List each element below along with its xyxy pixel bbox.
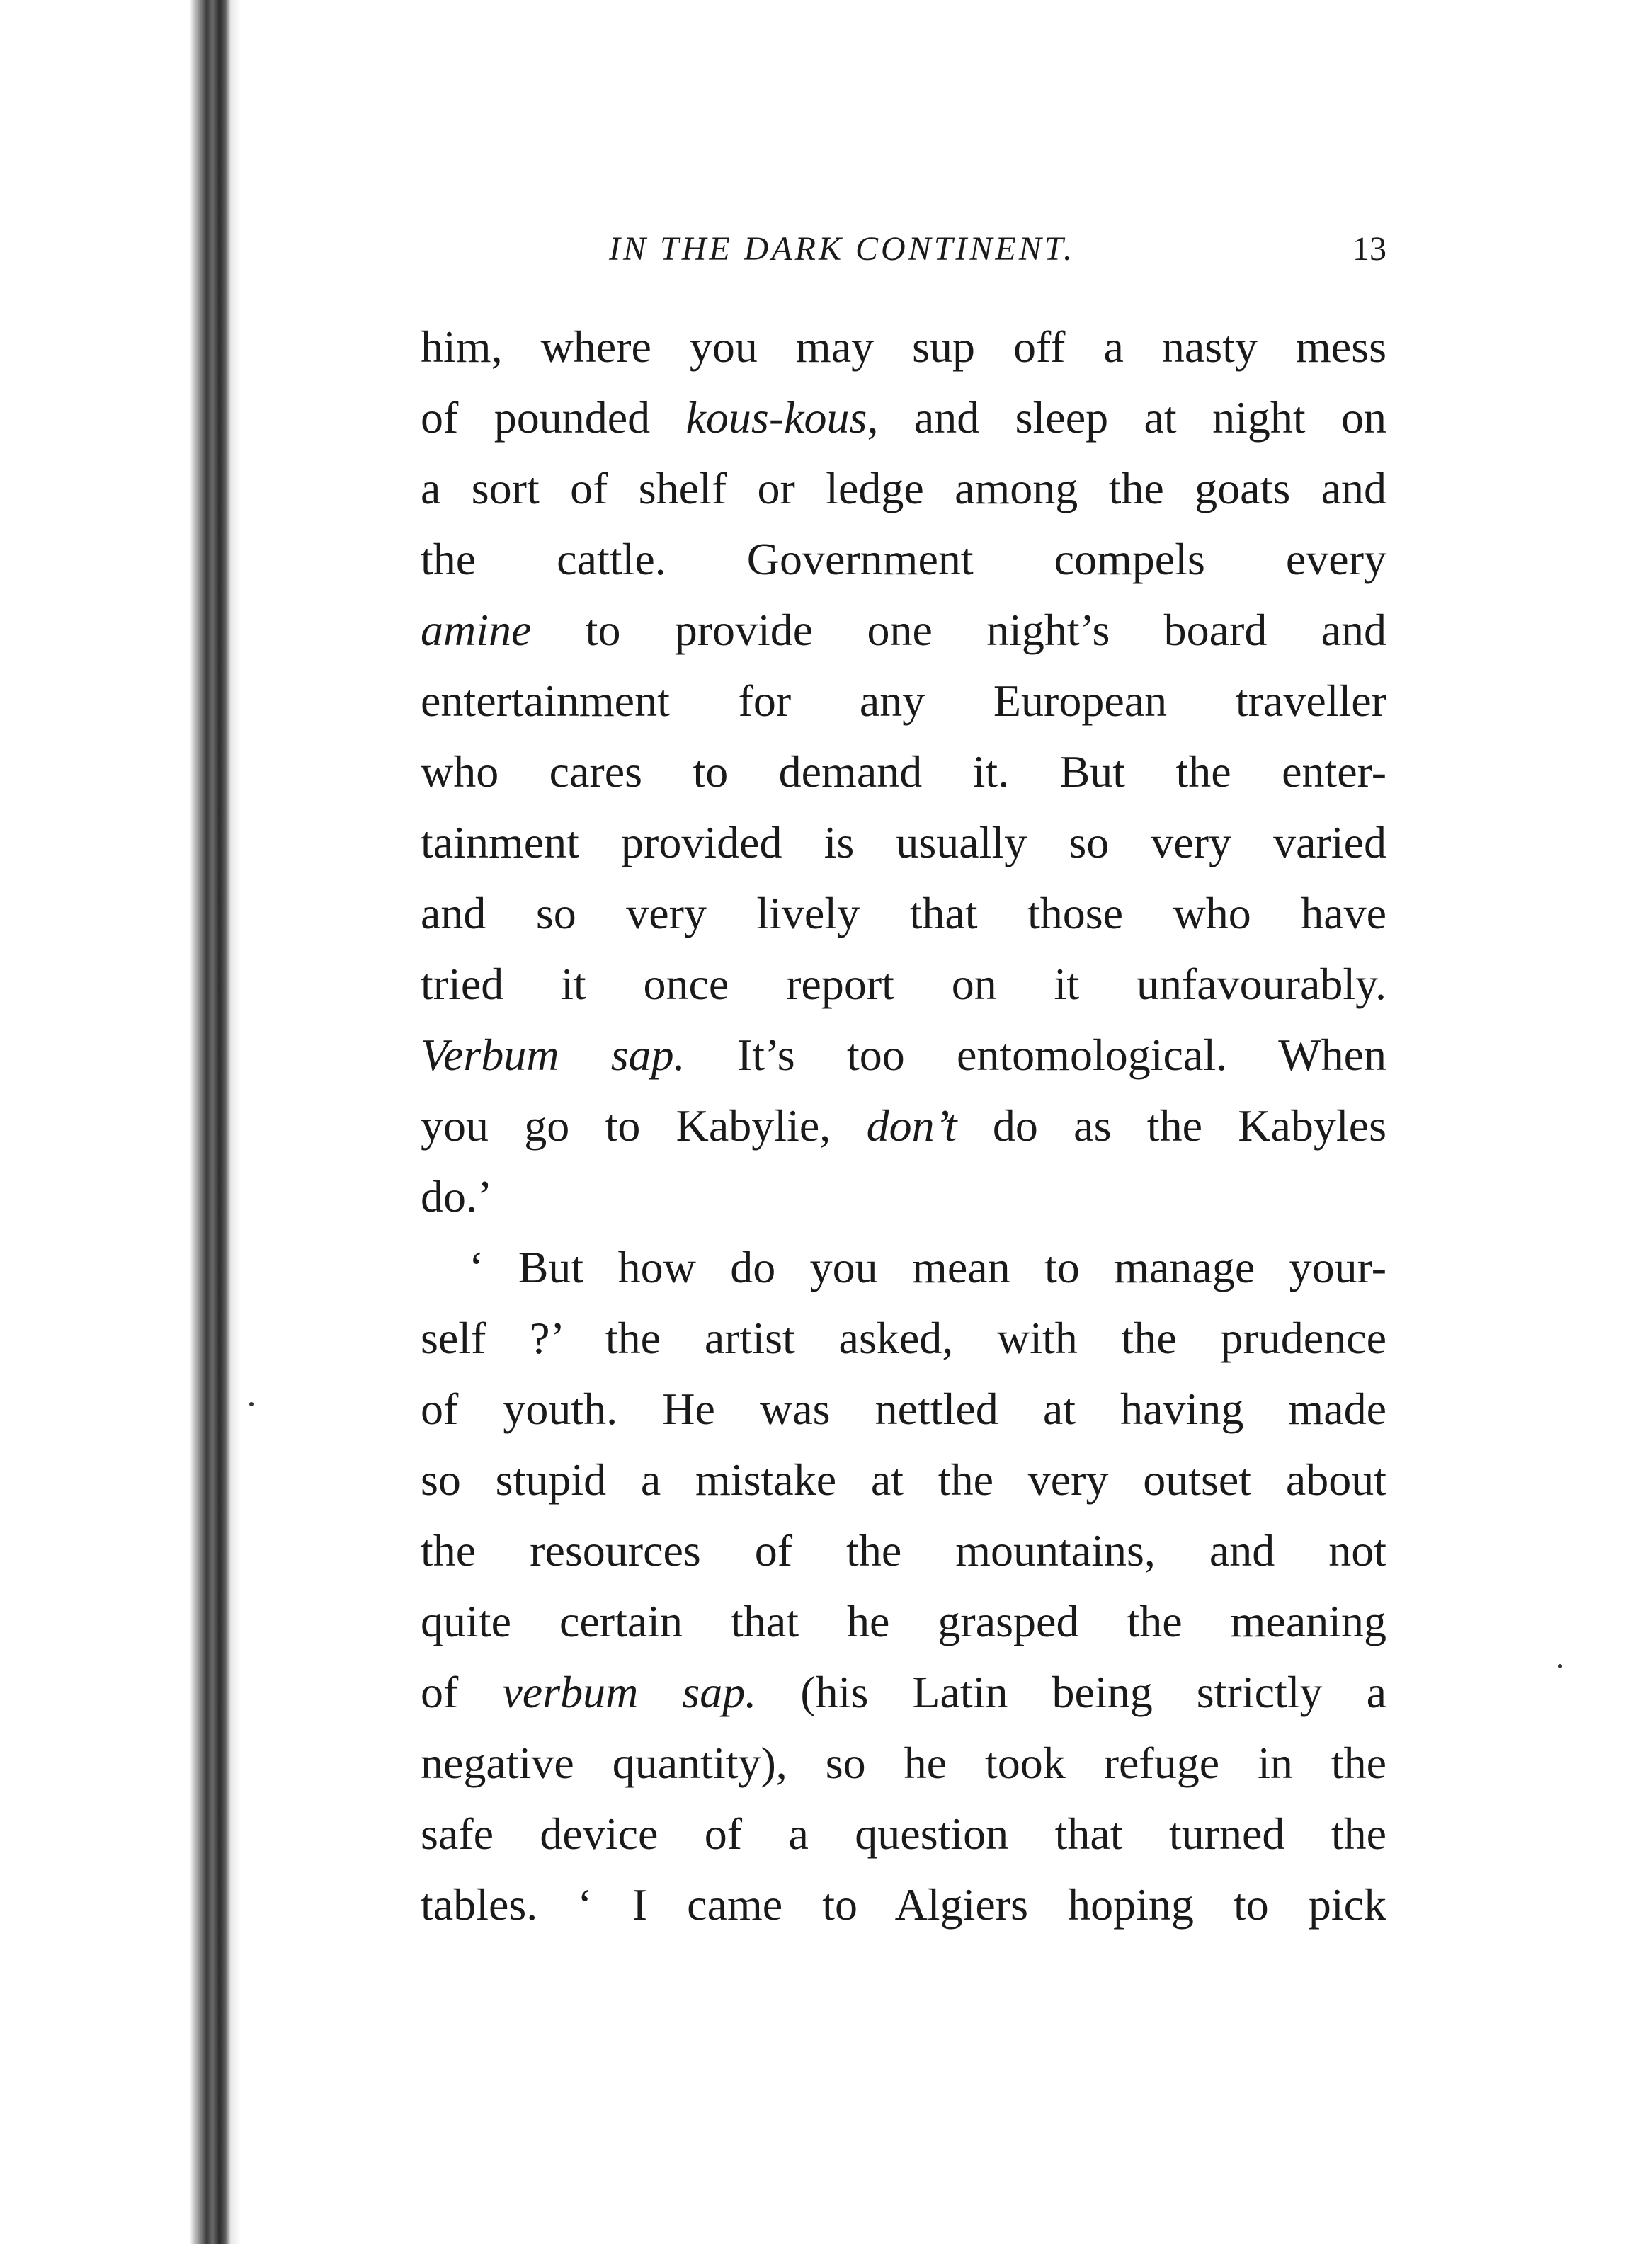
- text-line: a sort of shelf or ledge among the goats and: [421, 463, 1386, 513]
- text-line: you go to Kabylie, don’t do as the Kabyles: [421, 1100, 1386, 1151]
- text-line: the resources of the mountains, and not: [421, 1525, 1386, 1576]
- text-line: amine to provide one night’s board and: [421, 605, 1386, 655]
- text-line: and so very lively that those who have: [421, 888, 1386, 938]
- text-line: do.’: [421, 1171, 493, 1221]
- text-line: self ?’ the artist asked, with the prudence: [421, 1313, 1386, 1363]
- text-line: negative quantity), so he took refuge in the: [421, 1738, 1386, 1788]
- text-line: tainment provided is usually so very varied: [421, 817, 1386, 867]
- text-line: tried it once report on it unfavourably.: [421, 959, 1386, 1009]
- text-line: of verbum sap. (his Latin being strictly a: [421, 1667, 1386, 1717]
- text-line: safe device of a question that turned the: [421, 1809, 1386, 1859]
- text-line: of youth. He was nettled at having made: [421, 1384, 1386, 1434]
- text-line: tables. ‘ I came to Algiers hoping to pick: [421, 1879, 1386, 1930]
- text-line: quite certain that he grasped the meaning: [421, 1596, 1386, 1646]
- text-line: of pounded kous-kous, and sleep at night on: [421, 392, 1387, 443]
- text-line: entertainment for any European traveller: [421, 676, 1386, 726]
- page-number: 13: [1352, 230, 1386, 268]
- binding-shadow: [0, 0, 241, 2244]
- text-line: him, where you may sup off a nasty mess: [421, 321, 1386, 372]
- ink-speck: [249, 1402, 254, 1406]
- text-line: ‘ But how do you mean to manage your-: [469, 1242, 1386, 1292]
- text-line: Verbum sap. It’s too entomological. When: [421, 1030, 1387, 1080]
- running-head: IN THE DARK CONTINENT.: [609, 230, 1075, 268]
- ink-speck: [1558, 1664, 1562, 1668]
- text-line: the cattle. Government compels every: [421, 534, 1386, 584]
- page-header: [609, 228, 1386, 270]
- body-text: [421, 312, 1386, 1940]
- text-line: so stupid a mistake at the very outset about: [421, 1454, 1386, 1505]
- text-line: who cares to demand it. But the enter-: [421, 746, 1386, 797]
